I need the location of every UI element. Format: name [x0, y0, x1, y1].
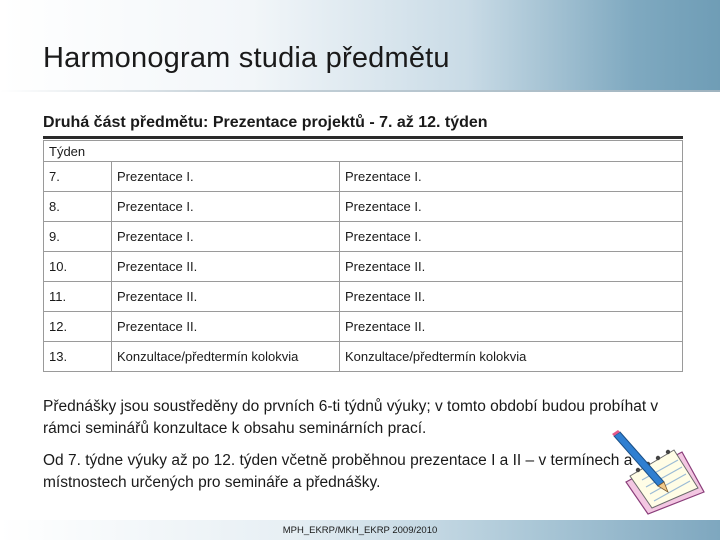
notepad-pencil-icon: [612, 430, 712, 521]
table-row: [44, 162, 683, 192]
table-row: [44, 342, 683, 372]
table-row: [44, 312, 683, 342]
week-cell: 11.: [44, 282, 112, 312]
table-row: [44, 282, 683, 312]
activity-cell: Prezentace II.: [340, 312, 683, 342]
section-subtitle: Druhá část předmětu: Prezentace projektů - 7. až 12. týden: [43, 114, 488, 131]
table-header-row: [44, 141, 683, 162]
title-divider: [0, 90, 720, 92]
activity-cell: Prezentace I.: [112, 162, 340, 192]
week-cell: 10.: [44, 252, 112, 282]
activity-cell: Prezentace I.: [112, 222, 340, 252]
schedule-table: [43, 140, 683, 372]
lectures-paragraph: Přednášky jsou soustředěny do prvních 6-ti týdnů výuky; v tomto období budou probíhat v rámci seminářů konzultace k obsahu seminárních prací.: [43, 398, 659, 437]
week-cell: 9.: [44, 222, 112, 252]
presentations-paragraph: Od 7. týdne výuky až po 12. týden včetně proběhnou prezentace I a II – v termínech a místnostech určených pro semináře a přednášky.: [43, 452, 633, 491]
activity-cell: Prezentace II.: [112, 282, 340, 312]
activity-cell: Konzultace/předtermín kolokvia: [112, 342, 340, 372]
footer-course-code: MPH_EKRP/MKH_EKRP 2009/2010: [282, 525, 438, 536]
activity-cell: Prezentace I.: [340, 162, 683, 192]
table-row: [44, 192, 683, 222]
activity-cell: Prezentace I.: [340, 192, 683, 222]
slide-title: Harmonogram studia předmětu: [43, 42, 450, 74]
activity-cell: Prezentace II.: [340, 282, 683, 312]
activity-cell: Prezentace II.: [112, 252, 340, 282]
week-cell: 13.: [44, 342, 112, 372]
subtitle-divider: [43, 136, 683, 139]
table-row: [44, 252, 683, 282]
activity-cell: Prezentace II.: [340, 252, 683, 282]
week-cell: 7.: [44, 162, 112, 192]
table-row: [44, 222, 683, 252]
table-header-cell: Týden: [44, 141, 683, 162]
activity-cell: Prezentace II.: [112, 312, 340, 342]
week-cell: 8.: [44, 192, 112, 222]
activity-cell: Prezentace I.: [112, 192, 340, 222]
activity-cell: Konzultace/předtermín kolokvia: [340, 342, 683, 372]
activity-cell: Prezentace I.: [340, 222, 683, 252]
week-cell: 12.: [44, 312, 112, 342]
